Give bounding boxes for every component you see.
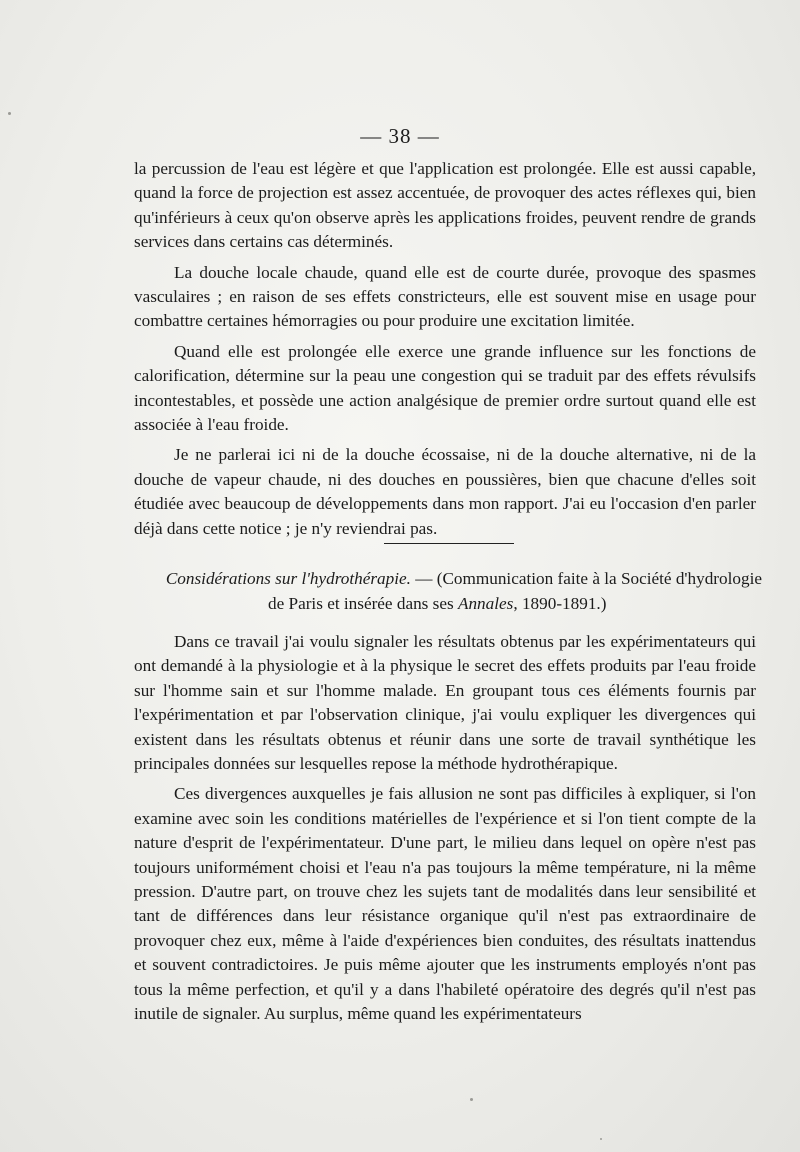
paragraph: La douche locale chaude, quand elle est de courte durée, provoque des spasmes vasculaires ; en raison de ses effets constricteurs, elle est souvent mise en usage pour combattre certaines hémorragies ou pour produire une excitation limitée.: [134, 262, 756, 331]
section-title: Considérations sur l'hydrothérapie.: [165, 569, 411, 588]
title-dash: —: [410, 569, 437, 588]
paragraph: Ces divergences auxquelles je fais allusion ne sont pas difficiles à expliquer, si l'on examine avec soin les conditions matérielles de l'expérience et si l'on tient compte de la nature d'esprit de l'expérimentateur. D'une part, le milieu dans lequel on opère n'est pas toujours uniformément choisi et l'eau n'a pas toujours la même température, ni la même pression. D'autre part, on trouve chez les sujets tant de modalités dans leur sensibilité et tant de différences dans leur résistance organique qu'il n'est pas extraordinaire de provoquer chez eux, même à l'aide d'expériences bien conduites, des résultats inattendus et souvent contradictoires. Je puis même ajouter que les instruments employés n'ont pas tous la même perfection, et qu'il y a dans l'habileté opératoire des degrés qu'il n'est pas inutile de signaler. Au surplus, même quand les expérimentateurs: [134, 784, 756, 1024]
top-text-block: [134, 157, 756, 547]
paragraph: Je ne parlerai ici ni de la douche écossaise, ni de la douche alternative, ni de la douche de vapeur chaude, ni des douches en poussières, bien que chacune d'elles soit étudiée avec beaucoup de développements dans mon rapport. J'ai eu l'occasion d'en parler déjà dans cette notice ; je n'y reviendrai pas.: [134, 445, 756, 538]
paragraph: la percussion de l'eau est légère et que l'application est prolongée. Elle est aussi capable, quand la force de projection est assez accentuée, de provoquer des actes réflexes qui, bien qu'inférieurs à ceux qu'on observe après les applications froides, peuvent rendre de grands services dans certains cas déterminés.: [134, 159, 756, 252]
section-description-line2: [134, 591, 762, 616]
paper-speck: [470, 1098, 473, 1101]
paper-speck: [8, 112, 11, 115]
section-heading: [134, 566, 762, 616]
paragraph: Dans ce travail j'ai voulu signaler les résultats obtenus par les expérimentateurs qui ont demandé à la physiologie et à la physique le secret des effets produits par l'eau froide sur l'homme sain et sur l'homme malade. En groupant tous ces éléments fournis par l'expérimentation et par l'observation clinique, j'ai voulu expliquer les divergences qui existent dans les résultats obtenus et réunir dans une sorte de travail synthétique les principales données sur lesquelles repose la méthode hydrothérapique.: [134, 632, 756, 774]
section-description: (Communication faite à la Société d'hydrologie: [436, 569, 762, 588]
page-number: — 38 —: [360, 124, 440, 148]
bottom-text-block: [134, 630, 756, 1033]
paragraph: Quand elle est prolongée elle exerce une grande influence sur les fonctions de calorification, détermine sur la peau une congestion qui se traduit par des effets révulsifs incontestables, et possède une action analgésique de premier ordre surtout quand elle est associée à l'eau froide.: [134, 341, 756, 435]
journal-name: Annales: [457, 594, 514, 613]
paper-speck: [600, 1138, 602, 1140]
section-description-part3: , 1890-1891.): [513, 594, 607, 613]
section-divider: [384, 543, 514, 544]
section-description-part2: de Paris et insérée dans ses: [268, 594, 458, 613]
